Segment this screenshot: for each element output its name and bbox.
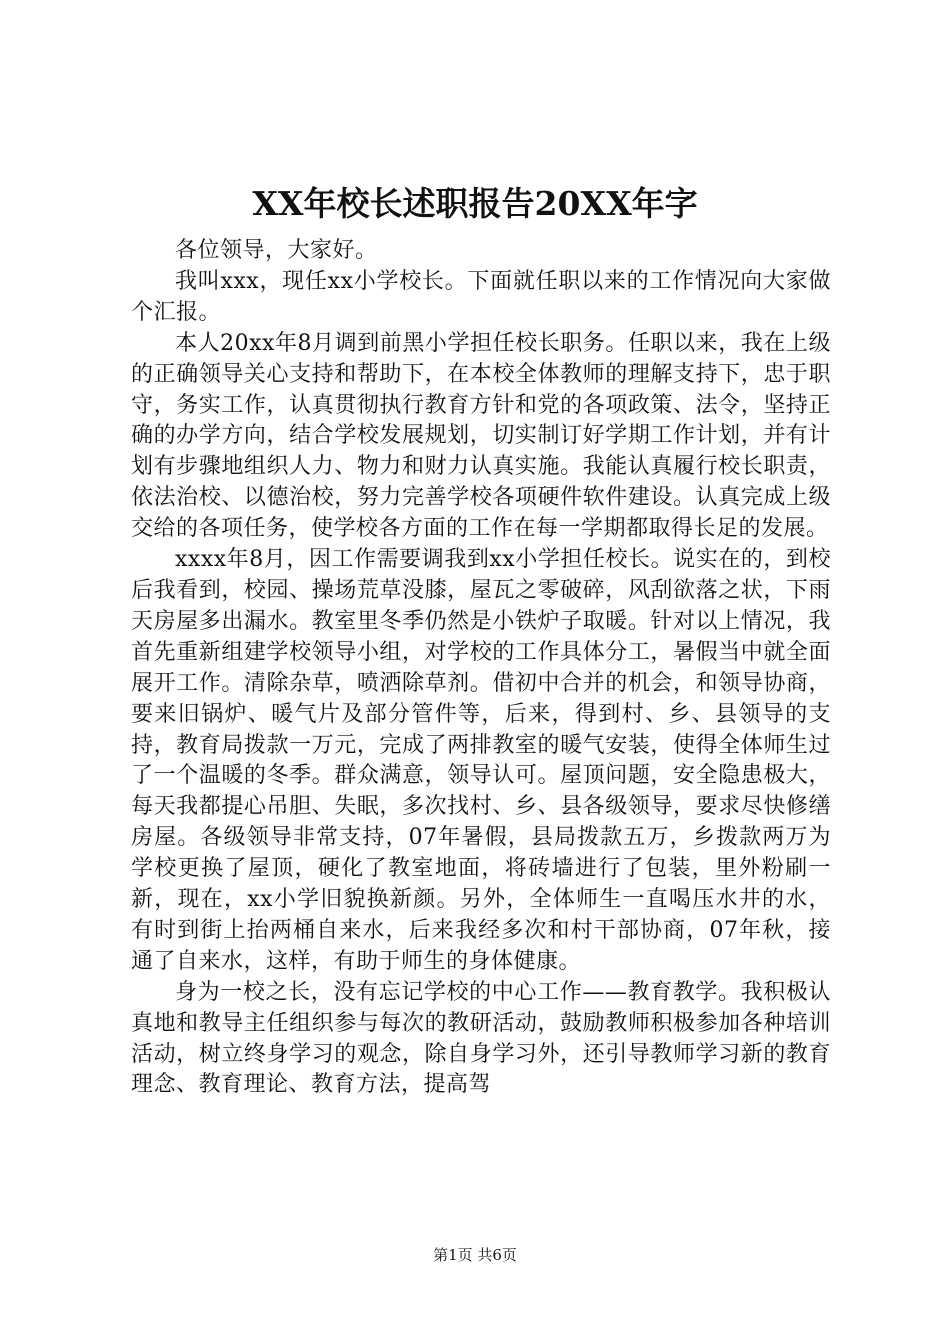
paragraph-greeting: 各位领导，大家好。 <box>175 238 378 263</box>
paragraph-school-improvement: xxxx年8月，因工作需要调我到xx小学担任校长。说实在的，到校后我看到，校园、操场荒草没膝，屋瓦之零破碎，风刮欲落之状，下雨天房屋多出漏水。教室里冬季仍然是小铁炉子取暖。针对以上情况，我首先重新组建学校领导小组，对学校的工作具体分工，暑假当中就全面展开工作。清除杂草，喷洒除草剂。借初中合并的机会，和领导协商，要来旧锅炉、暖气片及部分管件等，后来，得到村、乡、县领导的支持，教育局拨款一万元，完成了两排教室的暖气安装，使得全体师生过了一个温暖的冬季。群众满意，领导认可。屋顶问题，安全隐患极大，每天我都提心吊胆、失眠，多次找村、乡、县各级领导，要求尽快修缮房屋。各级领导非常支持，07年暑假，县局拨款五万，乡拨款两万为学校更换了屋顶，硬化了教室地面，将砖墙进行了包装，里外粉刷一新，现在，xx小学旧貌换新颜。另外，全体师生一直喝压水井的水，有时到街上抬两桶自来水，后来我经多次和村干部协商，07年秋，接通了自来水，这样，有助于师生的身体健康。 <box>131 547 831 974</box>
page-number-footer: 第1页 共6页 <box>433 1246 517 1264</box>
paragraph-teaching-work: 身为一校之长，没有忘记学校的中心工作——教育教学。我积极认真地和教导主任组织参与每次的教研活动，鼓励教师积极参加各种培训活动，树立终身学习的观念，除自身学习外，还引导教师学习新的教育理念、教育理论、教育方法，提高驾 <box>131 979 831 1098</box>
document-body <box>131 236 831 1101</box>
document-title: XX年校长述职报告20XX年字 <box>252 184 698 223</box>
paragraph-appointment: 本人20xx年8月调到前黑小学担任校长职务。任职以来，我在上级的正确领导关心支持和帮助下，在本校全体教师的理解支持下，忠于职守，务实工作，认真贯彻执行教育方针和党的各项政策、法令，坚持正确的办学方向，结合学校发展规划，切实制订好学期工作计划，并有计划有步骤地组织人力、物力和财力认真实施。我能认真履行校长职责，依法治校、以德治校，努力完善学校各项硬件软件建设。认真完成上级交给的各项任务，使学校各方面的工作在每一学期都取得长足的发展。 <box>131 330 831 542</box>
paragraph-introduction: 我叫xxx，现任xx小学校长。下面就任职以来的工作情况向大家做个汇报。 <box>131 268 831 325</box>
